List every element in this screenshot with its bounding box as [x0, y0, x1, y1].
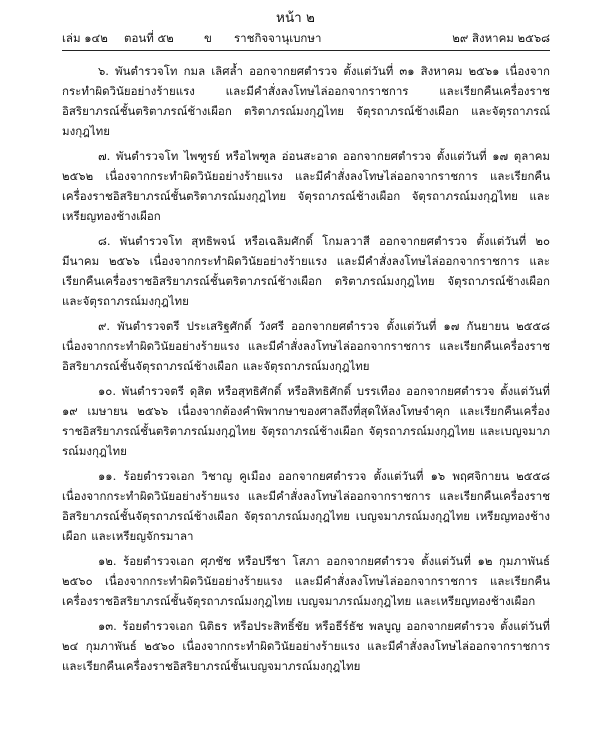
item-paragraph: ๑๒. ร้อยตำรวจเอก ศุภชัช หรือปรีชา โสภา ออกจากยศตำรวจ ตั้งแต่วันที่ ๑๒ กุมภาพันธ์ ๒๕๖๐ เนื่องจากกระทำผิดวินัยอย่างร้ายแรง และมีคำสั่งลงโทษไล่ออกจากราชการ และเรียกคืนเครื่องราชอิสริยาภรณ์ชั้นจัตุรถาภรณ์มงกุฎไทย เบญจมาภรณ์มงกุฎไทย และเหรียญทองช้างเผือก [62, 554, 550, 608]
item-paragraph: ๑๓. ร้อยตำรวจเอก นิติธร หรือประสิทธิ์ชัย หรือธีร์ธัช พลบูญ ออกจากยศตำรวจ ตั้งแต่วันที่ ๒๔ กุมภาพันธ์ ๒๕๖๐ เนื่องจากกระทำผิดวินัยอย่างร้ายแรง และมีคำสั่งลงโทษไล่ออกจากราชการ และเรียกคืนเครื่องราชอิสริยาภรณ์ชั้นเบญจมาภรณ์มงกุฎไทย [62, 619, 550, 673]
item-paragraph: ๘. พันตำรวจโท สุทธิพจน์ หรือเฉลิมศักดิ์ โกมลวาสี ออกจากยศตำรวจ ตั้งแต่วันที่ ๒๐ มีนาคม ๒๕๖๖ เนื่องจากกระทำผิดวินัยอย่างร้ายแรง และมีคำสั่งลงโทษไล่ออกจากราชการ และเรียกคืนเครื่องราชอิสริยาภรณ์ชั้นตริตาภรณ์ช้างเผือก ตริตาภรณ์มงกุฎไทย จัตุรถาภรณ์ช้างเผือก และจัตุรถาภรณ์มงกุฎไทย [62, 234, 550, 308]
item-paragraph: ๑๑. ร้อยตำรวจเอก วิชาญ คูเมือง ออกจากยศตำรวจ ตั้งแต่วันที่ ๑๖ พฤศจิกายน ๒๕๕๘ เนื่องจากกระทำผิดวินัยอย่างร้ายแรง และมีคำสั่งลงโทษไล่ออกจากราชการ และเรียกคืนเครื่องราชอิสริยาภรณ์ชั้นจัตุรถาภรณ์ช้างเผือก จัตุรถาภรณ์มงกุฎไทย เบญจมาภรณ์มงกุฎไทย เหรียญทองช้างเผือก และเหรียญจักรมาลา [62, 469, 550, 543]
page-number: หน้า ๒ [276, 10, 315, 26]
header-book: เล่ม ๑๔๒ [62, 31, 108, 45]
header-gazette-name: ราชกิจจานุเบกษา [234, 31, 322, 45]
header-letter: ข [204, 31, 212, 45]
header-date: ๒๙ สิงหาคม ๒๕๖๘ [452, 31, 550, 45]
item-paragraph: ๗. พันตำรวจโท ไพฑูรย์ หรือไพฑูล อ่อนสะอาด ออกจากยศตำรวจ ตั้งแต่วันที่ ๑๗ ตุลาคม ๒๕๖๒ เนื่องจากกระทำผิดวินัยอย่างร้ายแรง และมีคำสั่งลงโทษไล่ออกจากราชการ และเรียกคืนเครื่องราชอิสริยาภรณ์ชั้นตริตาภรณ์มงกุฎไทย จัตุรถาภรณ์ช้างเผือก จัตุรถาภรณ์มงกุฎไทย และเหรียญทองช้างเผือก [62, 149, 550, 223]
header-part: ตอนที่ ๕๒ [124, 31, 174, 45]
item-paragraph: ๑๐. พันตำรวจตรี ดุสิต หรือสุทธิศักดิ์ หรือสิทธิศักดิ์ บรรเทือง ออกจากยศตำรวจ ตั้งแต่วันที่ ๑๙ เมษายน ๒๕๖๖ เนื่องจากต้องคำพิพากษาของศาลถึงที่สุดให้ลงโทษจำคุก และเรียกคืนเครื่องราชอิสริยาภรณ์ชั้นตริตาภรณ์มงกุฎไทย จัตุรถาภรณ์ช้างเผือก จัตุรถาภรณ์มงกุฎไทย และเบญจมาภรณ์มงกุฎไทย [62, 384, 550, 458]
item-paragraph: ๙. พันตำรวจตรี ประเสริฐศักดิ์ วังศรี ออกจากยศตำรวจ ตั้งแต่วันที่ ๑๗ กันยายน ๒๕๕๘ เนื่องจากกระทำผิดวินัยอย่างร้ายแรง และมีคำสั่งลงโทษไล่ออกจากราชการ และเรียกคืนเครื่องราชอิสริยาภรณ์ชั้นจัตุรถาภรณ์ช้างเผือก และจัตุรถาภรณ์มงกุฎไทย [62, 319, 550, 373]
item-paragraph: ๖. พันตำรวจโท กมล เลิศล้ำ ออกจากยศตำรวจ ตั้งแต่วันที่ ๓๑ สิงหาคม ๒๕๖๑ เนื่องจากกระทำผิดวินัยอย่างร้ายแรง และมีคำสั่งลงโทษไล่ออกจากราชการ และเรียกคืนเครื่องราชอิสริยาภรณ์ชั้นตริตาภรณ์ช้างเผือก ตริตาภรณ์มงกุฎไทย จัตุรถาภรณ์ช้างเผือก และจัตุรถาภรณ์มงกุฎไทย [62, 64, 550, 138]
announcement-body [62, 61, 550, 681]
header-divider [62, 50, 550, 51]
gazette-header [62, 30, 550, 46]
